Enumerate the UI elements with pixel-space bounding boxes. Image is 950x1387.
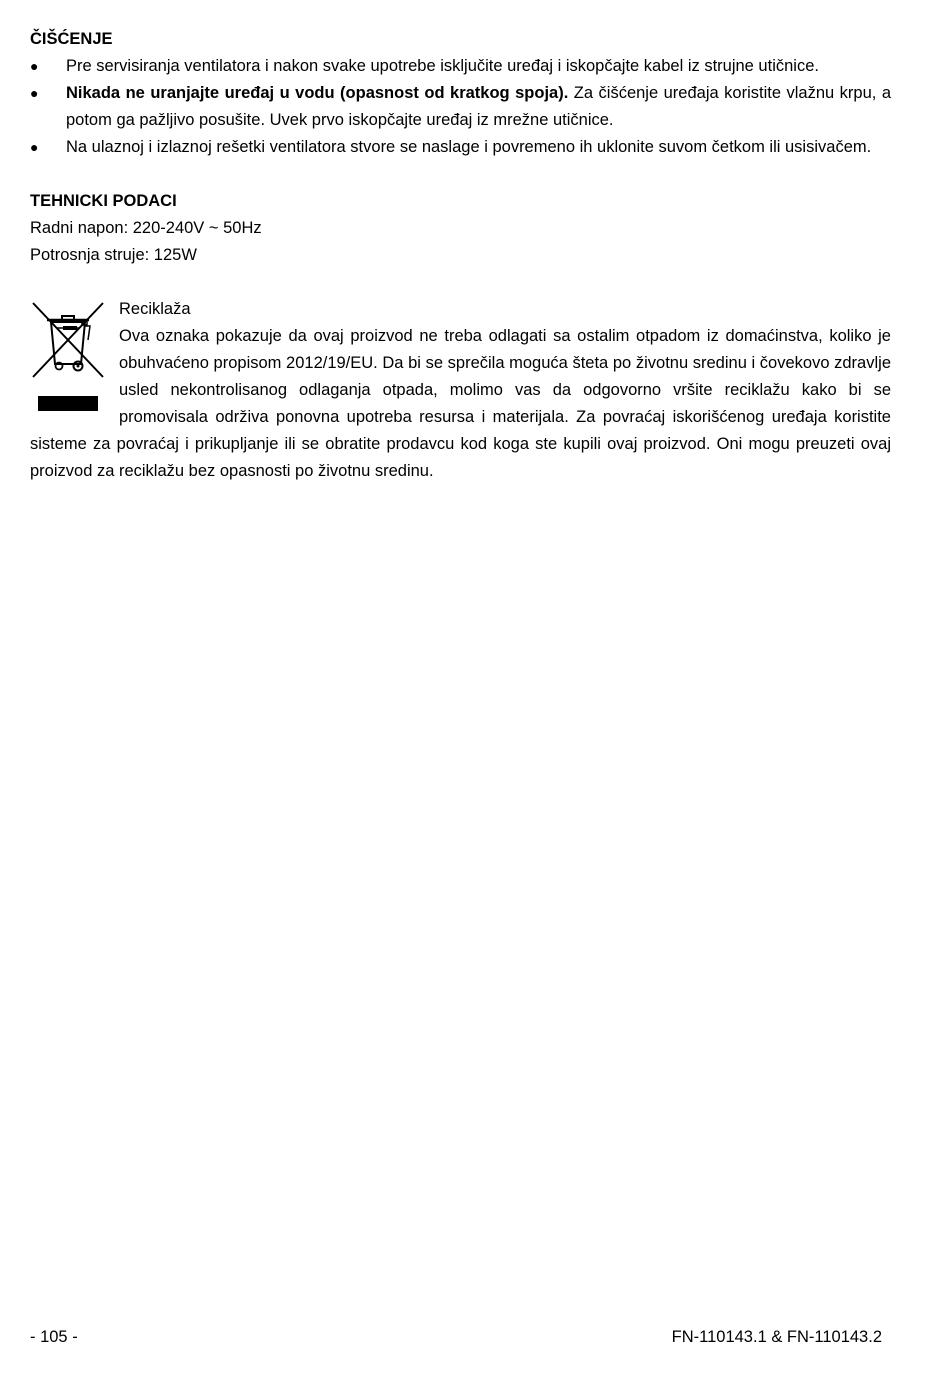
recycling-title: Reciklaža (119, 300, 191, 318)
page-footer (30, 1324, 882, 1351)
list-item (30, 80, 891, 134)
weee-crossed-bin-icon (30, 300, 106, 412)
list-item-text: Pre servisiranja ventilatora i nakon svake upotrebe isključite uređaj i iskopčajte kabel iz strujne utičnice. (66, 57, 819, 75)
list-item-text: Na ulaznoj i izlaznoj rešetki ventilatora stvore se naslage i povremeno ih uklonite suvom četkom ili usisivačem. (66, 138, 872, 156)
cleaning-list (30, 53, 891, 161)
list-item (30, 53, 891, 80)
document-page (30, 26, 891, 485)
model-number: FN-110143.1 & FN-110143.2 (671, 1328, 882, 1346)
page-number: - 105 - (30, 1328, 78, 1346)
bullet-icon: ● (30, 58, 39, 74)
voltage-spec: Radni napon: 220-240V ~ 50Hz (30, 219, 262, 237)
recycling-section (30, 296, 891, 485)
cleaning-heading: ČIŠĆENJE (30, 30, 113, 48)
power-spec: Potrosnja struje: 125W (30, 246, 197, 264)
bullet-icon: ● (30, 85, 39, 101)
bullet-icon: ● (30, 139, 39, 155)
technical-heading: TEHNICKI PODACI (30, 192, 177, 210)
list-item (30, 134, 891, 161)
recycling-text: Ova oznaka pokazuje da ovaj proizvod ne treba odlagati sa ostalim otpadom iz domaćinstva, koliko je obuhvaćeno propisom 2012/19/EU. Da bi se sprečila moguća šteta po životnu sredinu i čovekovo zdravlje usled nekontrolisanog odlaganja otpada, molimo vas da odgovorno vršite reciklažu kako bi se promovisala održiva ponovna upotreba resursa i materijala. Za povraćaj iskorišćenog uređaja koristite sisteme za povraćaj i prikupljanje ili se obratite prodavcu kod koga ste kupili ovaj proizvod. Oni mogu preuzeti ovaj proizvod za reciklažu bez opasnosti po životnu sredinu. (30, 327, 891, 480)
list-item-warning: Nikada ne uranjajte uređaj u vodu (opasnost od kratkog spoja). (66, 84, 569, 102)
list-item-text: Za čišćenje uređaja koristite vlažnu krpu, a potom ga pažljivo posušite. Uvek prvo iskopčajte uređaj iz mrežne utičnice. (66, 84, 892, 129)
